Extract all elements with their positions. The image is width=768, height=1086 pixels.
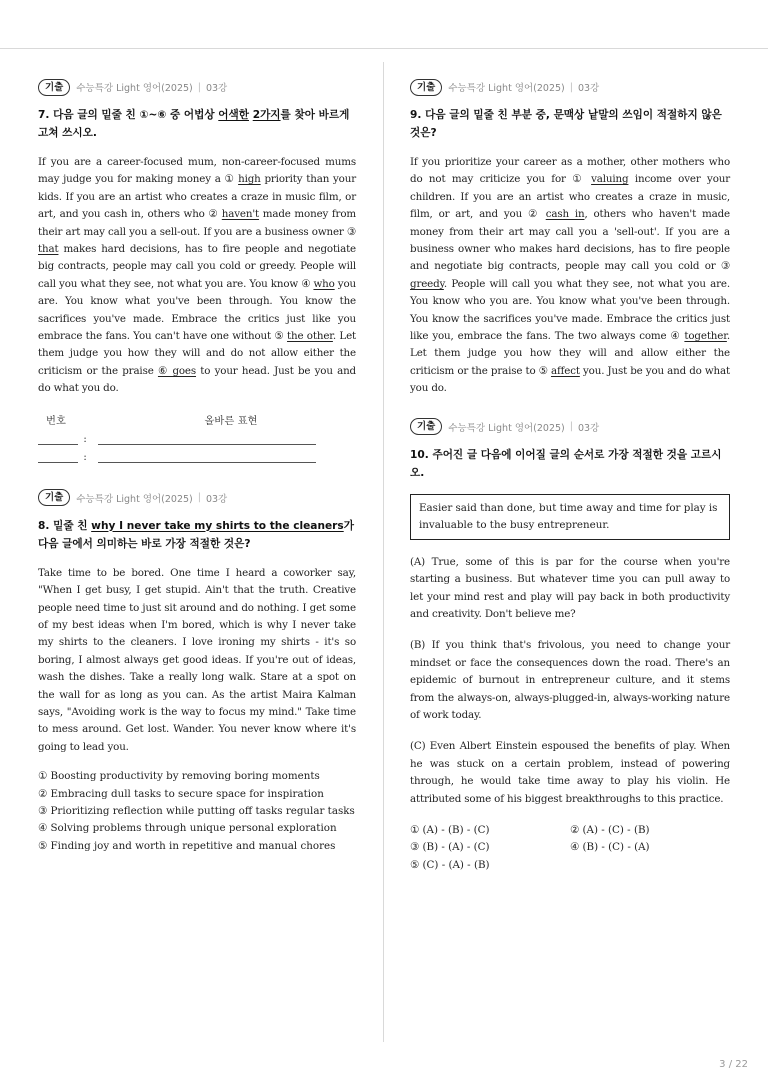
paragraph-b: (B) If you think that's frivolous, you need to change your mindset or face the consequences down the road. There's an epidemic of burnout in entrepreneur culture, and it stems from the always-on, always-plugged-in, always-working nature of work today.	[410, 639, 730, 721]
answer-table-header	[38, 412, 356, 427]
number-column-header: 번호	[46, 414, 66, 427]
column-divider	[383, 62, 384, 1042]
source-name: 수능특강 Light 영어(2025)	[76, 83, 193, 94]
left-column	[38, 78, 356, 855]
past-exam-badge: 기출	[38, 489, 70, 506]
question-10-options	[410, 822, 730, 874]
choice-1[interactable]: ① Boosting productivity by removing boring moments	[38, 770, 320, 783]
source-tag	[410, 78, 730, 96]
number-blank[interactable]	[38, 448, 78, 463]
expression-blank[interactable]	[98, 448, 316, 463]
option-5[interactable]: ⑤ (C) - (A) - (B)	[410, 858, 490, 871]
tag-separator: |	[197, 81, 201, 93]
past-exam-badge: 기출	[38, 79, 70, 96]
paragraph-c: (C) Even Albert Einstein espoused the benefits of play. When he was stuck on a certain problem, instead of powering through, he would take time away to play his violin. He attributed some of his biggest breakthroughs to this practice.	[410, 740, 730, 805]
header-rule	[0, 48, 768, 49]
past-exam-badge: 기출	[410, 79, 442, 96]
page-number: 3 / 22	[719, 1059, 748, 1070]
tag-separator: |	[569, 421, 573, 433]
question-9-title: 9. 다음 글의 밑줄 친 부분 중, 문맥상 낱말의 쓰임이 적절하지 않은 것은?	[410, 109, 722, 139]
past-exam-badge: 기출	[410, 418, 442, 435]
given-sentence-box: Easier said than done, but time away and time for play is invaluable to the busy entrepreneur.	[410, 494, 730, 540]
lesson-label: 03강	[205, 493, 228, 505]
source-tag	[410, 418, 730, 436]
question-9	[410, 78, 730, 398]
paragraph-a: (A) True, some of this is par for the course when you're starting a business. But whatever time you can pull away to let your mind rest and play will pay back in both productivity and creativity. Don't believe me?	[410, 555, 730, 620]
option-2[interactable]: ② (A) - (C) - (B)	[570, 823, 650, 836]
choice-5[interactable]: ⑤ Finding joy and worth in repetitive and manual chores	[38, 839, 336, 852]
question-8-choices	[38, 768, 356, 855]
tag-separator: |	[569, 81, 573, 93]
question-8-title: 8. 밑줄 친 why I never take my shirts to the cleaners가 다음 글에서 의미하는 바로 가장 적절한 것은?	[38, 519, 354, 550]
choice-2[interactable]: ② Embracing dull tasks to secure space for inspiration	[38, 787, 324, 800]
source-name: 수능특강 Light 영어(2025)	[76, 493, 193, 505]
question-10-title: 10. 주어진 글 다음에 이어질 글의 순서로 가장 적절한 것을 고르시오.	[410, 448, 722, 479]
lesson-label: 03강	[205, 83, 228, 94]
source-name: 수능특강 Light 영어(2025)	[448, 83, 565, 94]
question-7	[38, 78, 356, 463]
option-4[interactable]: ④ (B) - (C) - (A)	[570, 841, 650, 854]
option-1[interactable]: ① (A) - (B) - (C)	[410, 823, 490, 836]
question-10	[410, 418, 730, 875]
expression-blank[interactable]	[98, 430, 316, 445]
option-3[interactable]: ③ (B) - (A) - (C)	[410, 841, 490, 854]
lesson-label: 03강	[577, 83, 600, 94]
source-name: 수능특강 Light 영어(2025)	[448, 422, 565, 434]
question-9-passage: If you prioritize your career as a mother, other mothers who do not may criticize you for ① valuing income over your children. If you are an artist who creates a craze in music, film, or art, and you ② cash in, others who haven't made money from their art may call you a 'sell-out'. If you are a business owner who makes hard decisions, has to fire people and negotiate big contracts, people may call you cold or ③ greedy. People will call you what they see, not what you are. You know who you are. You know what you've been through. You know the sacrifices you've made. Embrace the critics just like you, embrace the fans. The two always come ④ together. Let them judge you how they will and allow either the criticism or the praise to ⑤ affect you. Just be you and do what you do.	[410, 156, 731, 395]
tag-separator: |	[197, 492, 201, 504]
question-8	[38, 489, 356, 856]
choice-3[interactable]: ③ Prioritizing reflection while putting off tasks regular tasks	[38, 804, 355, 817]
question-8-passage: Take time to be bored. One time I heard a coworker say, "When I get busy, I get stupid. Ain't that the truth. Creative people need time to just sit around and do nothing. I get some of my best ideas when I'm bored, which is why I never take my shirts to the cleaners. I love ironing my shirts - it's so boring, I almost always get good ideas. If you're out of ideas, wash the dishes. Take a really long walk. Stare at a spot on the wall for as long as you can. As the artist Maira Kalman says, "Avoiding work is the way to focus my mind." Take time to mess around. Get lost. Wander. You never know where it's going to lead you.	[38, 566, 356, 753]
right-column	[410, 78, 730, 874]
number-blank[interactable]	[38, 430, 78, 445]
question-7-title: 7. 다음 글의 밑줄 친 ①~⑥ 중 어법상 어색한 2가지를 찾아 바르게 고쳐 쓰시오.	[38, 109, 350, 139]
choice-4[interactable]: ④ Solving problems through unique personal exploration	[38, 822, 337, 835]
lesson-label: 03강	[577, 422, 600, 434]
source-tag	[38, 489, 356, 507]
correct-expression-column-header: 올바른 표현	[204, 414, 258, 427]
question-7-passage: If you are a career-focused mum, non-career-focused mums may judge you for making money a ① high priority than your kids. If you are an artist who creates a craze in music film, or art, and you cash in, others who ② haven't made money from their art may call you a sell-out. If you are a business owner ③ that makes hard decisions, has to fire people and negotiate big contracts, people may call you cold or greedy. People will call you what they see, not what you are. You know ④ who you are. You know what you've been through. You know the sacrifices you've made. Embrace the critics just like you embrace the fans. You can't have one without ⑤ the other. Let them judge you how they will and do not allow either the criticism or the praise ⑥ goes to your head. Just be you and do what you do.	[38, 156, 357, 395]
answer-row: :	[38, 429, 356, 445]
source-tag	[38, 78, 356, 96]
answer-table	[38, 412, 356, 463]
answer-row: :	[38, 447, 356, 463]
